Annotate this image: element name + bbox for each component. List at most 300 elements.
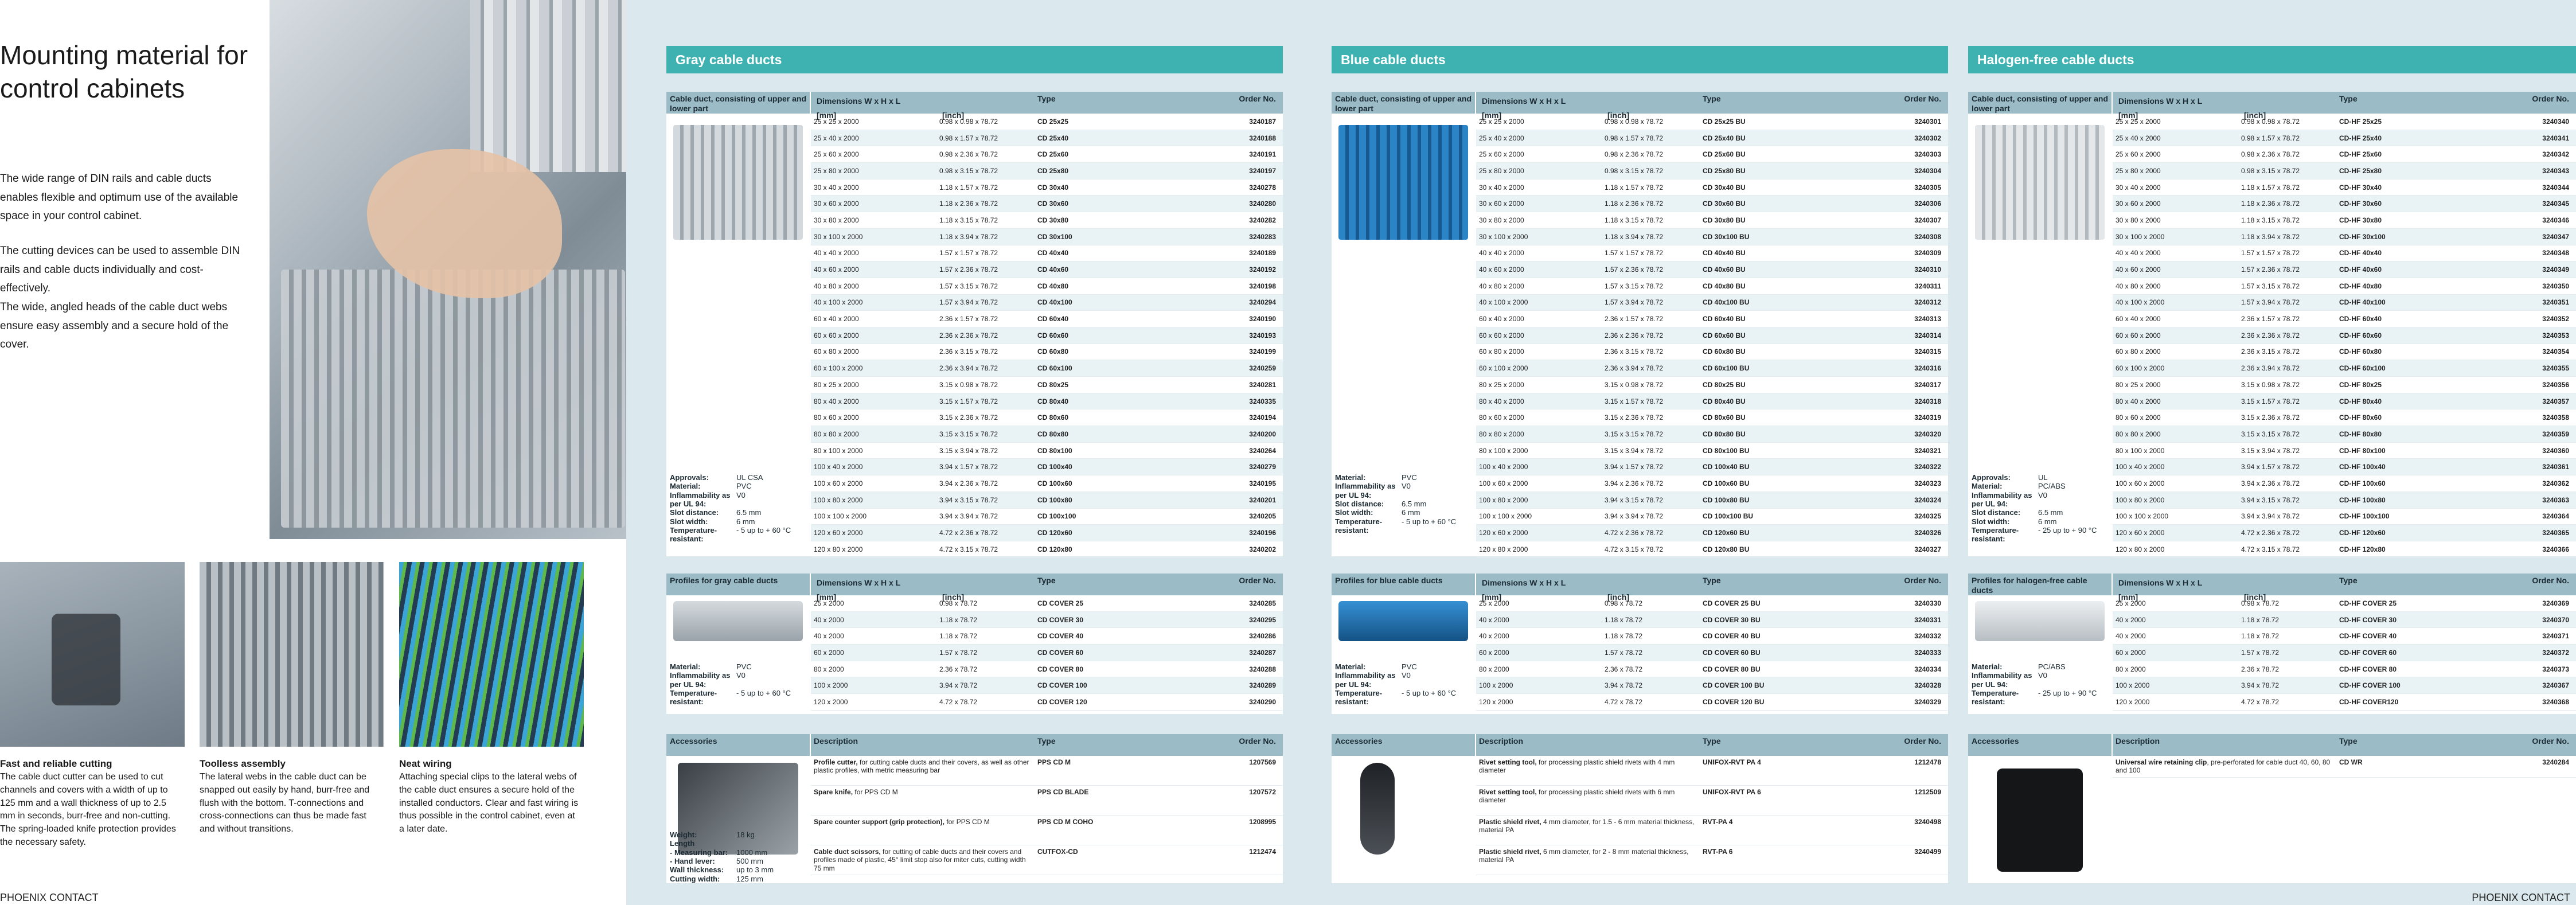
table-row xyxy=(1476,278,1948,295)
dim-inch: 3.94 x 2.36 x 78.72 xyxy=(1605,479,1664,487)
type-code: CD 80x40 BU xyxy=(1703,397,1746,405)
order-number: 3240344 xyxy=(2542,183,2569,192)
dim-inch: 2.36 x 2.36 x 78.72 xyxy=(2241,331,2300,340)
table-row xyxy=(1476,360,1948,377)
accessory-row xyxy=(811,816,1283,845)
type-code: CD 30x80 BU xyxy=(1703,216,1746,224)
dim-mm: 40 x 60 x 2000 xyxy=(1479,266,1524,274)
order-number: 3240281 xyxy=(1249,380,1276,389)
order-number: 3240189 xyxy=(1249,249,1276,258)
duct-table xyxy=(2113,92,2576,556)
property-row xyxy=(670,517,805,526)
table-row xyxy=(1476,212,1948,229)
accessories-image-column xyxy=(1332,734,1475,883)
property-label: Temperature-resistant: xyxy=(1972,525,2019,544)
table-row xyxy=(1476,443,1948,459)
order-number: 3240282 xyxy=(1249,216,1276,224)
type-code: CD-HF 30x40 xyxy=(2339,183,2382,192)
accessory-description xyxy=(1476,848,1700,864)
dim-inch: 1.57 x 78.72 xyxy=(2241,648,2280,657)
terminal-photo xyxy=(470,0,626,172)
dim-mm: 80 x 25 x 2000 xyxy=(814,380,859,389)
order-number: 1212474 xyxy=(1249,848,1276,856)
order-number: 3240350 xyxy=(2542,282,2569,290)
dim-inch: 1.18 x 78.72 xyxy=(939,632,978,641)
type-code: CD 40x40 xyxy=(1037,249,1069,258)
type-code: CD 120x80 xyxy=(1037,545,1072,553)
type-header: Type xyxy=(2339,736,2358,746)
type-code: CD COVER 40 xyxy=(1037,632,1084,641)
table-row xyxy=(1476,295,1948,311)
caption-text: The lateral webs in the cable duct can be snapped out easily by hand, burr-free and flush with the bottom. T-connections and cross-connections can thus be made fast and without transitions. xyxy=(200,772,370,834)
property-label: Material: xyxy=(1335,662,1366,671)
dim-mm: 100 x 100 x 2000 xyxy=(814,512,867,521)
dim-inch: 2.36 x 1.57 x 78.72 xyxy=(2241,315,2300,323)
property-label: - Hand lever: xyxy=(670,856,715,865)
property-label: Temperature-resistant: xyxy=(1335,517,1383,535)
duct-table xyxy=(811,92,1283,556)
type-code: CD-HF 80x80 xyxy=(2339,430,2382,438)
type-header: Type xyxy=(1037,94,1056,103)
type-code: CD COVER 60 xyxy=(1037,648,1084,657)
property-value: up to 3 mm xyxy=(736,865,774,875)
table-row xyxy=(811,327,1283,344)
property-row xyxy=(670,839,805,848)
table-row xyxy=(2113,130,2576,147)
dim-inch: 1.57 x 3.94 x 78.72 xyxy=(939,298,998,307)
duct-properties xyxy=(1972,473,2107,544)
table-row xyxy=(1476,262,1948,278)
table-row xyxy=(1476,661,1948,678)
assembly-photo xyxy=(200,562,384,747)
type-code: CD-HF 30x80 xyxy=(2339,216,2382,224)
cable-duct-photo xyxy=(281,270,625,528)
order-number: 3240360 xyxy=(2542,446,2569,455)
type-code: CD-HF 100x80 xyxy=(2339,496,2386,504)
dim-mm: 40 x 40 x 2000 xyxy=(2116,249,2161,258)
cover-desc-column xyxy=(666,574,810,714)
accessories-table xyxy=(1476,734,1948,883)
table-row xyxy=(1476,459,1948,475)
dim-mm: 30 x 100 x 2000 xyxy=(2116,232,2165,241)
dim-inch: 1.18 x 78.72 xyxy=(1605,632,1643,641)
type-code: CD-HF 60x60 xyxy=(2339,331,2382,340)
type-code: CD-HF 120x60 xyxy=(2339,529,2386,537)
property-row xyxy=(1972,671,2107,689)
dim-mm: 60 x 40 x 2000 xyxy=(2116,315,2161,323)
wiring-photo xyxy=(399,562,584,747)
property-value: 6 mm xyxy=(736,517,755,526)
table-row xyxy=(811,612,1283,629)
order-number: 3240310 xyxy=(1914,266,1941,274)
property-value: - 5 up to + 60 °C xyxy=(736,525,791,535)
order-number: 3240367 xyxy=(2542,681,2569,690)
table-row xyxy=(1476,409,1948,426)
order-number: 3240308 xyxy=(1914,232,1941,241)
order-number: 3240305 xyxy=(1914,183,1941,192)
dim-inch: 3.15 x 0.98 x 78.72 xyxy=(1605,380,1664,389)
property-value: 6 mm xyxy=(2038,517,2057,526)
order-number: 3240199 xyxy=(1249,348,1276,356)
dim-mm: 120 x 60 x 2000 xyxy=(814,529,863,537)
accessory-name: Plastic shield rivet, xyxy=(1479,848,1541,856)
accessory-row xyxy=(811,786,1283,816)
type-code: CD-HF 120x80 xyxy=(2339,545,2386,553)
property-value: 125 mm xyxy=(736,874,763,883)
table-row xyxy=(2113,409,2576,426)
order-number: 3240301 xyxy=(1914,117,1941,126)
table-row xyxy=(811,645,1283,661)
dim-header xyxy=(2113,574,2336,602)
type-code: CD-HF COVER 40 xyxy=(2339,632,2397,641)
property-value: - 5 up to + 60 °C xyxy=(736,688,791,697)
property-value: 1000 mm xyxy=(736,848,768,857)
type-code: CD 25x25 xyxy=(1037,117,1069,126)
accessory-detail: for cutting cable ducts and their covers, as well as other plastic profiles, with metric measuring bar xyxy=(814,758,1029,775)
type-code: CD-HF 80x100 xyxy=(2339,446,2386,455)
halogen-ducts-page xyxy=(1957,0,2576,905)
dim-mm: 40 x 2000 xyxy=(1479,632,1509,641)
table-row xyxy=(1476,393,1948,410)
table-row xyxy=(2113,360,2576,377)
property-label: Slot distance: xyxy=(1972,508,2021,517)
property-label: Material: xyxy=(1972,482,2003,491)
type-header: Type xyxy=(1703,94,1721,103)
dim-inch: 3.15 x 1.57 x 78.72 xyxy=(1605,397,1664,405)
order-number: 3240197 xyxy=(1249,166,1276,175)
type-code: CD 80x60 BU xyxy=(1703,414,1746,422)
order-number: 3240341 xyxy=(2542,134,2569,142)
dim-inch: 3.15 x 3.15 x 78.72 xyxy=(939,430,998,438)
duct-table-block xyxy=(1332,92,1948,556)
order-number: 3240288 xyxy=(1249,665,1276,673)
dim-inch: 0.98 x 0.98 x 78.72 xyxy=(1605,117,1664,126)
duct-table-block xyxy=(1968,92,2576,556)
dim-inch: 3.94 x 1.57 x 78.72 xyxy=(1605,463,1664,471)
section-title: Halogen-free cable ducts xyxy=(1968,46,2576,73)
table-row xyxy=(2113,541,2576,558)
table-row xyxy=(2113,311,2576,327)
table-row xyxy=(2113,212,2576,229)
dim-inch: 1.18 x 1.57 x 78.72 xyxy=(2241,183,2300,192)
dim-inch: 0.98 x 78.72 xyxy=(1605,599,1643,607)
table-row xyxy=(811,196,1283,212)
table-row xyxy=(1476,475,1948,492)
accessories-header: Accessories xyxy=(1968,734,2111,756)
property-row xyxy=(1335,662,1470,671)
order-number: 3240348 xyxy=(2542,249,2569,258)
property-label: Material: xyxy=(1335,473,1366,482)
order-header: Order No. xyxy=(1239,736,1276,746)
table-row xyxy=(811,393,1283,410)
property-value: V0 xyxy=(736,490,746,500)
dim-mm: 25 x 80 x 2000 xyxy=(2116,166,2161,175)
dim-inch: 4.72 x 3.15 x 78.72 xyxy=(1605,545,1664,553)
dim-mm: 25 x 25 x 2000 xyxy=(2116,117,2161,126)
dim-mm: 60 x 100 x 2000 xyxy=(814,364,863,373)
caption-title: Neat wiring xyxy=(399,758,452,769)
accessory-row xyxy=(1476,786,1948,816)
dim-mm: 40 x 40 x 2000 xyxy=(814,249,859,258)
accessory-row xyxy=(811,756,1283,786)
accessory-name: Spare counter support (grip protection), xyxy=(814,818,945,826)
dim-inch: 3.15 x 2.36 x 78.72 xyxy=(2241,414,2300,422)
accessories-block xyxy=(1968,734,2576,883)
dim-inch: 4.72 x 78.72 xyxy=(2241,697,2280,706)
dim-mm: 30 x 60 x 2000 xyxy=(2116,200,2161,208)
type-code: CD 100x40 xyxy=(1037,463,1072,471)
dim-mm: 80 x 40 x 2000 xyxy=(2116,397,2161,405)
table-row xyxy=(2113,426,2576,443)
table-row xyxy=(811,229,1283,245)
property-value: 6.5 mm xyxy=(1402,499,1427,508)
type-code: CD-HF 60x40 xyxy=(2339,315,2382,323)
intro-paragraph-1: The wide range of DIN rails and cable ducts enables flexible and optimum use of the available space in your control cabinet. xyxy=(0,173,239,223)
type-code: CD 30x60 xyxy=(1037,200,1069,208)
type-code: CD 25x80 BU xyxy=(1703,166,1746,175)
table-row xyxy=(811,409,1283,426)
type-code: CD-HF 25x80 xyxy=(2339,166,2382,175)
order-number: 3240333 xyxy=(1914,648,1941,657)
dim-inch: 1.57 x 3.15 x 78.72 xyxy=(2241,282,2300,290)
order-number: 3240324 xyxy=(1914,496,1941,504)
dim-inch: 2.36 x 1.57 x 78.72 xyxy=(1605,315,1664,323)
type-code: CD 40x100 BU xyxy=(1703,298,1750,307)
dim-mm: 25 x 25 x 2000 xyxy=(814,117,859,126)
dim-inch: 0.98 x 1.57 x 78.72 xyxy=(1605,134,1664,142)
dim-mm: 100 x 60 x 2000 xyxy=(1479,479,1528,487)
property-value: 18 kg xyxy=(736,830,755,839)
type-code: CD COVER 80 xyxy=(1037,665,1084,673)
type-code: CD-HF 100x60 xyxy=(2339,479,2386,487)
unit-mm: [mm] xyxy=(817,110,837,120)
cover-table xyxy=(811,574,1283,714)
order-number: 3240366 xyxy=(2542,545,2569,553)
cover-profile-image xyxy=(1975,601,2105,641)
type-code: CD-HF 40x40 xyxy=(2339,249,2382,258)
dim-mm: 60 x 40 x 2000 xyxy=(814,315,859,323)
property-row xyxy=(1972,517,2107,526)
dim-mm: 120 x 2000 xyxy=(814,697,848,706)
property-label: Temperature-resistant: xyxy=(670,688,717,707)
type-code: CD-HF 80x40 xyxy=(2339,397,2382,405)
dim-inch: 1.57 x 3.15 x 78.72 xyxy=(1605,282,1664,290)
table-row xyxy=(811,492,1283,509)
order-number: 3240369 xyxy=(2542,599,2569,607)
dim-inch: 3.94 x 3.15 x 78.72 xyxy=(1605,496,1664,504)
property-row xyxy=(1972,508,2107,517)
property-row xyxy=(670,491,805,509)
table-row xyxy=(2113,459,2576,475)
dim-inch: 1.18 x 2.36 x 78.72 xyxy=(2241,200,2300,208)
type-code: CD-HF COVER120 xyxy=(2339,697,2399,706)
type-code: CD 30x100 BU xyxy=(1703,232,1750,241)
dim-inch: 2.36 x 3.94 x 78.72 xyxy=(1605,364,1664,373)
type-code: CD 30x100 xyxy=(1037,232,1072,241)
table-row xyxy=(811,360,1283,377)
type-code: CD COVER 30 BU xyxy=(1703,615,1761,624)
cover-desc-column xyxy=(1968,574,2111,714)
table-row xyxy=(2113,245,2576,262)
table-row xyxy=(1476,492,1948,509)
unit-inch: [inch] xyxy=(942,592,965,602)
order-number: 3240285 xyxy=(1249,599,1276,607)
type-code: CD-HF COVER 25 xyxy=(2339,599,2397,607)
dim-mm: 40 x 80 x 2000 xyxy=(1479,282,1524,290)
order-number: 3240362 xyxy=(2542,479,2569,487)
caption-text: The cable duct cutter can be used to cut channels and covers with a width of up to 125 mm and a wall thickness of up to 2.5 mm in seconds, burr-free and non-cutting. The spring-loaded knife protection provides the necessary safety. xyxy=(0,772,176,847)
dim-mm: 100 x 40 x 2000 xyxy=(1479,463,1528,471)
dim-mm: 40 x 60 x 2000 xyxy=(814,266,859,274)
type-code: CD 80x25 xyxy=(1037,380,1069,389)
dim-inch: 3.94 x 1.57 x 78.72 xyxy=(939,463,998,471)
order-header: Order No. xyxy=(1239,576,1276,585)
accessory-description xyxy=(1476,818,1700,834)
table-row xyxy=(2113,677,2576,694)
accessories-table xyxy=(2113,734,2576,883)
table-header xyxy=(2113,92,2576,120)
dim-mm: 40 x 60 x 2000 xyxy=(2116,266,2161,274)
type-code: CD COVER 25 BU xyxy=(1703,599,1761,607)
type-code: PPS CD M xyxy=(1037,758,1071,766)
duct-desc-column xyxy=(1332,92,1475,556)
order-number: 3240343 xyxy=(2542,166,2569,175)
cover-desc-column xyxy=(1332,574,1475,714)
type-code: CD COVER 30 xyxy=(1037,615,1084,624)
property-value: PVC xyxy=(1402,473,1417,482)
accessory-detail: for PPS CD M xyxy=(944,818,990,826)
table-row xyxy=(1476,525,1948,541)
table-row xyxy=(811,426,1283,443)
table-row xyxy=(1476,311,1948,327)
property-row xyxy=(1335,689,1470,707)
type-code: CD 60x80 BU xyxy=(1703,348,1746,356)
type-code: CD 40x100 xyxy=(1037,298,1072,307)
order-number: 3240289 xyxy=(1249,681,1276,690)
order-number: 3240191 xyxy=(1249,150,1276,159)
property-row xyxy=(1972,689,2107,707)
table-row xyxy=(811,278,1283,295)
dim-inch: 1.18 x 78.72 xyxy=(2241,632,2280,641)
table-row xyxy=(811,163,1283,180)
table-header xyxy=(1476,92,1948,120)
dim-mm: 30 x 80 x 2000 xyxy=(2116,216,2161,224)
property-value: PC/ABS xyxy=(2038,662,2066,671)
order-number: 3240351 xyxy=(2542,298,2569,307)
dim-inch: 4.72 x 78.72 xyxy=(1605,697,1643,706)
dim-inch: 1.18 x 78.72 xyxy=(1605,615,1643,624)
duct-desc-header: Cable duct, consisting of upper and lower part xyxy=(1968,92,2111,114)
table-row xyxy=(2113,661,2576,678)
order-number: 1207569 xyxy=(1249,758,1276,766)
dim-inch: 0.98 x 78.72 xyxy=(939,599,978,607)
property-value: 6 mm xyxy=(1402,508,1420,517)
property-label: Inflammability as per UL 94: xyxy=(1972,490,2032,508)
dim-inch: 0.98 x 0.98 x 78.72 xyxy=(939,117,998,126)
dim-inch: 4.72 x 2.36 x 78.72 xyxy=(2241,529,2300,537)
dim-inch: 3.15 x 1.57 x 78.72 xyxy=(2241,397,2300,405)
accessory-description xyxy=(1476,788,1700,805)
dim-inch: 2.36 x 3.94 x 78.72 xyxy=(939,364,998,373)
order-number: 3240358 xyxy=(2542,414,2569,422)
order-header: Order No. xyxy=(1904,94,1941,103)
cover-desc-header: Profiles for halogen-free cable ducts xyxy=(1968,574,2111,595)
cover-profile-image xyxy=(1338,601,1468,641)
dim-mm: 120 x 60 x 2000 xyxy=(1479,529,1528,537)
property-value: UL CSA xyxy=(736,473,763,482)
order-number: 3240309 xyxy=(1914,249,1941,258)
table-row xyxy=(811,245,1283,262)
accessory-detail: for cutting of cable ducts and their covers and profiles made of plastic, 45° limit stop also for miter cuts, cutting width 75 mm xyxy=(814,848,1026,872)
table-row xyxy=(2113,612,2576,629)
table-row xyxy=(2113,628,2576,645)
table-row xyxy=(1476,327,1948,344)
property-row xyxy=(670,875,805,883)
dim-inch: 3.94 x 3.15 x 78.72 xyxy=(2241,496,2300,504)
type-code: CD-HF 30x60 xyxy=(2339,200,2382,208)
order-number: 3240353 xyxy=(2542,331,2569,340)
property-label: Slot distance: xyxy=(670,508,719,517)
order-number: 3240314 xyxy=(1914,331,1941,340)
property-row xyxy=(670,473,805,482)
dim-mm: 100 x 2000 xyxy=(814,681,848,690)
type-code: CD COVER 40 BU xyxy=(1703,632,1761,641)
table-row xyxy=(2113,377,2576,393)
dim-mm: 80 x 100 x 2000 xyxy=(1479,446,1528,455)
table-row xyxy=(1476,628,1948,645)
dim-inch: 3.94 x 3.94 x 78.72 xyxy=(1605,512,1664,521)
type-code: CD 60x100 xyxy=(1037,364,1072,373)
brand-footer: PHOENIX CONTACT xyxy=(0,892,99,903)
accessory-row xyxy=(1476,845,1948,875)
type-code: CD 120x60 xyxy=(1037,529,1072,537)
type-code: CD-HF 40x100 xyxy=(2339,298,2386,307)
gray-ducts-page xyxy=(626,0,1291,905)
property-label: Slot width: xyxy=(1972,517,2010,526)
order-number: 3240193 xyxy=(1249,331,1276,340)
type-code: CD 80x100 BU xyxy=(1703,446,1750,455)
dim-inch: 0.98 x 3.15 x 78.72 xyxy=(1605,166,1664,175)
table-row xyxy=(811,443,1283,459)
dim-mm: 40 x 80 x 2000 xyxy=(814,282,859,290)
dim-mm: 100 x 40 x 2000 xyxy=(814,463,863,471)
type-code: CD-HF 40x60 xyxy=(2339,266,2382,274)
dim-mm: 80 x 60 x 2000 xyxy=(2116,414,2161,422)
cover-desc-header: Profiles for gray cable ducts xyxy=(666,574,810,595)
order-number: 3240286 xyxy=(1249,632,1276,641)
order-number: 3240201 xyxy=(1249,496,1276,504)
order-number: 3240312 xyxy=(1914,298,1941,307)
dim-mm: 60 x 80 x 2000 xyxy=(2116,348,2161,356)
property-value: 500 mm xyxy=(736,856,763,865)
order-number: 3240306 xyxy=(1914,200,1941,208)
property-value: PVC xyxy=(736,662,752,671)
table-row xyxy=(811,130,1283,147)
table-header xyxy=(1476,734,1948,756)
property-value: V0 xyxy=(2038,490,2047,500)
type-code: CD 40x60 xyxy=(1037,266,1069,274)
page-title: Mounting material for control cabinets xyxy=(0,40,248,103)
order-number: 3240363 xyxy=(2542,496,2569,504)
property-value: UL xyxy=(2038,473,2048,482)
dim-inch: 2.36 x 78.72 xyxy=(2241,665,2280,673)
order-number: 3240317 xyxy=(1914,380,1941,389)
order-number: 3240200 xyxy=(1249,430,1276,438)
type-code: CD 80x80 xyxy=(1037,430,1069,438)
order-number: 3240307 xyxy=(1914,216,1941,224)
accessory-detail: 4 mm diameter, for 1.5 - 6 mm material thickness, material PA xyxy=(1479,818,1695,834)
table-row xyxy=(811,509,1283,525)
